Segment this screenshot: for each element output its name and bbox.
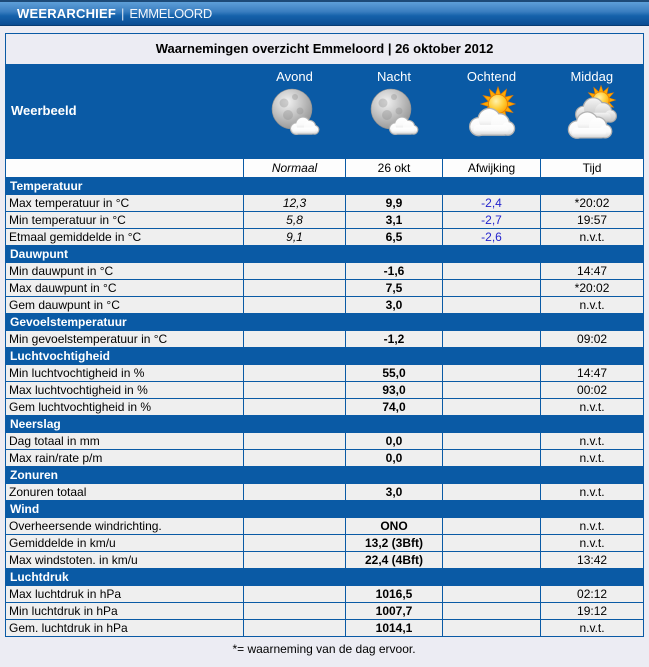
cell-tijd: 00:02	[541, 382, 644, 399]
cell-normaal	[244, 433, 346, 450]
cell-label: Gem. luchtdruk in hPa	[6, 620, 244, 637]
cell-tijd: n.v.t.	[541, 399, 644, 416]
section-row	[6, 501, 644, 518]
app-title: WEERARCHIEF	[17, 6, 116, 21]
cell-value: 0,0	[346, 433, 443, 450]
table-row	[6, 280, 644, 297]
cell-normaal	[244, 263, 346, 280]
cell-tijd: 19:57	[541, 212, 644, 229]
cell-label: Dag totaal in mm	[6, 433, 244, 450]
section-row	[6, 467, 644, 484]
cell-value: 3,0	[346, 297, 443, 314]
weather-table-body	[6, 34, 644, 637]
cell-afwijking	[443, 586, 541, 603]
column-header-ochtend: Ochtend	[466, 68, 517, 84]
cell-value: -1,6	[346, 263, 443, 280]
cell-afwijking	[443, 552, 541, 569]
cell-normaal	[244, 586, 346, 603]
table-row	[6, 229, 644, 246]
cell-afwijking	[443, 518, 541, 535]
cell-value: 22,4 (4Bft)	[346, 552, 443, 569]
cell-value: 6,5	[346, 229, 443, 246]
cell-label: Min gevoelstemperatuur in °C	[6, 331, 244, 348]
cell-tijd: n.v.t.	[541, 484, 644, 501]
section-row	[6, 314, 644, 331]
cell-tijd: n.v.t.	[541, 620, 644, 637]
subheader-afwijking: Afwijking	[443, 159, 541, 178]
cell-afwijking	[443, 603, 541, 620]
cell-label: Min dauwpunt in °C	[6, 263, 244, 280]
cell-normaal: 9,1	[244, 229, 346, 246]
table-row	[6, 535, 644, 552]
cell-normaal	[244, 484, 346, 501]
cell-afwijking: -2,7	[443, 212, 541, 229]
title-row	[6, 34, 644, 64]
cell-label: Gem dauwpunt in °C	[6, 297, 244, 314]
subheader-26okt: 26 okt	[346, 159, 443, 178]
cell-normaal	[244, 399, 346, 416]
cell-label: Min temperatuur in °C	[6, 212, 244, 229]
cell-afwijking	[443, 484, 541, 501]
cell-afwijking	[443, 620, 541, 637]
sun-clouds-icon	[564, 85, 620, 141]
column-header-nacht: Nacht	[377, 68, 411, 84]
cell-tijd: 14:47	[541, 263, 644, 280]
weather-observations-table	[5, 33, 644, 637]
cell-value: 7,5	[346, 280, 443, 297]
cell-value: 13,2 (3Bft)	[346, 535, 443, 552]
cell-tijd: 14:47	[541, 365, 644, 382]
cell-tijd: n.v.t.	[541, 229, 644, 246]
subheader-row	[6, 159, 644, 178]
cell-normaal	[244, 535, 346, 552]
cell-afwijking	[443, 450, 541, 467]
cell-tijd: n.v.t.	[541, 433, 644, 450]
table-row	[6, 382, 644, 399]
cell-value: 1014,1	[346, 620, 443, 637]
cell-afwijking	[443, 535, 541, 552]
column-nacht	[346, 64, 443, 159]
table-row	[6, 433, 644, 450]
cell-label: Max rain/rate p/m	[6, 450, 244, 467]
cell-value: 93,0	[346, 382, 443, 399]
cell-tijd: 13:42	[541, 552, 644, 569]
cell-value: 9,9	[346, 195, 443, 212]
column-middag	[541, 64, 644, 159]
footnote: *= waarneming van de dag ervoor.	[232, 642, 416, 656]
cell-tijd: *20:02	[541, 280, 644, 297]
cell-tijd: n.v.t.	[541, 297, 644, 314]
cell-normaal	[244, 620, 346, 637]
cell-value: ONO	[346, 518, 443, 535]
cell-afwijking	[443, 399, 541, 416]
weerbeeld-row-label: Weerbeeld	[6, 64, 244, 159]
cell-value: 74,0	[346, 399, 443, 416]
cell-normaal	[244, 518, 346, 535]
cell-normaal: 5,8	[244, 212, 346, 229]
cell-normaal	[244, 280, 346, 297]
cell-afwijking	[443, 433, 541, 450]
cell-afwijking	[443, 382, 541, 399]
cell-tijd: n.v.t.	[541, 450, 644, 467]
cell-label: Zonuren totaal	[6, 484, 244, 501]
cell-value: -1,2	[346, 331, 443, 348]
cell-label: Max temperatuur in °C	[6, 195, 244, 212]
section-row	[6, 246, 644, 263]
cell-value: 1016,5	[346, 586, 443, 603]
sun-cloud-icon	[464, 85, 520, 141]
cell-normaal	[244, 365, 346, 382]
cell-tijd: *20:02	[541, 195, 644, 212]
cell-tijd: 19:12	[541, 603, 644, 620]
section-header: Neerslag	[6, 416, 644, 433]
cell-afwijking	[443, 297, 541, 314]
subheader-tijd: Tijd	[541, 159, 644, 178]
cell-label: Etmaal gemiddelde in °C	[6, 229, 244, 246]
section-header: Wind	[6, 501, 644, 518]
section-row	[6, 178, 644, 195]
cell-normaal	[244, 382, 346, 399]
table-row	[6, 399, 644, 416]
cell-value: 0,0	[346, 450, 443, 467]
column-header-avond: Avond	[276, 68, 313, 84]
topbar-location: EMMELOORD	[129, 6, 212, 21]
cell-normaal	[244, 603, 346, 620]
cell-normaal	[244, 297, 346, 314]
table-row	[6, 263, 644, 280]
section-row	[6, 348, 644, 365]
table-row	[6, 620, 644, 637]
cell-normaal	[244, 331, 346, 348]
cell-afwijking	[443, 331, 541, 348]
moon-cloud-icon	[366, 85, 422, 141]
cell-label: Gemiddelde in km/u	[6, 535, 244, 552]
weerbeeld-row	[6, 64, 644, 159]
cell-label: Min luchtdruk in hPa	[6, 603, 244, 620]
table-row	[6, 586, 644, 603]
table-row	[6, 603, 644, 620]
cell-label: Max windstoten. in km/u	[6, 552, 244, 569]
column-avond	[244, 64, 346, 159]
section-header: Gevoelstemperatuur	[6, 314, 644, 331]
cell-label: Overheersende windrichting.	[6, 518, 244, 535]
cell-value: 3,1	[346, 212, 443, 229]
cell-value: 55,0	[346, 365, 443, 382]
section-row	[6, 569, 644, 586]
table-row	[6, 212, 644, 229]
table-row	[6, 552, 644, 569]
cell-afwijking	[443, 280, 541, 297]
table-row	[6, 365, 644, 382]
section-header: Temperatuur	[6, 178, 644, 195]
cell-tijd: 02:12	[541, 586, 644, 603]
cell-tijd: n.v.t.	[541, 518, 644, 535]
cell-label: Max luchtvochtigheid in %	[6, 382, 244, 399]
cell-afwijking	[443, 263, 541, 280]
cell-normaal: 12,3	[244, 195, 346, 212]
cell-tijd: n.v.t.	[541, 535, 644, 552]
topbar-separator: |	[120, 6, 125, 21]
cell-value: 3,0	[346, 484, 443, 501]
cell-afwijking: -2,6	[443, 229, 541, 246]
column-header-middag: Middag	[570, 68, 614, 84]
cell-label: Min luchtvochtigheid in %	[6, 365, 244, 382]
cell-label: Max luchtdruk in hPa	[6, 586, 244, 603]
subheader-normaal: Normaal	[244, 159, 346, 178]
cell-afwijking	[443, 365, 541, 382]
section-row	[6, 416, 644, 433]
section-header: Luchtvochtigheid	[6, 348, 644, 365]
moon-cloud-icon	[267, 85, 323, 141]
cell-label: Max dauwpunt in °C	[6, 280, 244, 297]
topbar	[0, 0, 649, 26]
table-row	[6, 195, 644, 212]
cell-normaal	[244, 552, 346, 569]
table-row	[6, 518, 644, 535]
cell-label: Gem luchtvochtigheid in %	[6, 399, 244, 416]
cell-tijd: 09:02	[541, 331, 644, 348]
section-header: Luchtdruk	[6, 569, 644, 586]
column-ochtend	[443, 64, 541, 159]
table-row	[6, 450, 644, 467]
table-row	[6, 331, 644, 348]
page-title: Waarnemingen overzicht Emmeloord | 26 oktober 2012	[6, 34, 644, 64]
cell-normaal	[244, 450, 346, 467]
subheader-empty	[6, 159, 244, 178]
section-header: Zonuren	[6, 467, 644, 484]
table-row	[6, 297, 644, 314]
section-header: Dauwpunt	[6, 246, 644, 263]
table-row	[6, 484, 644, 501]
cell-value: 1007,7	[346, 603, 443, 620]
cell-afwijking: -2,4	[443, 195, 541, 212]
